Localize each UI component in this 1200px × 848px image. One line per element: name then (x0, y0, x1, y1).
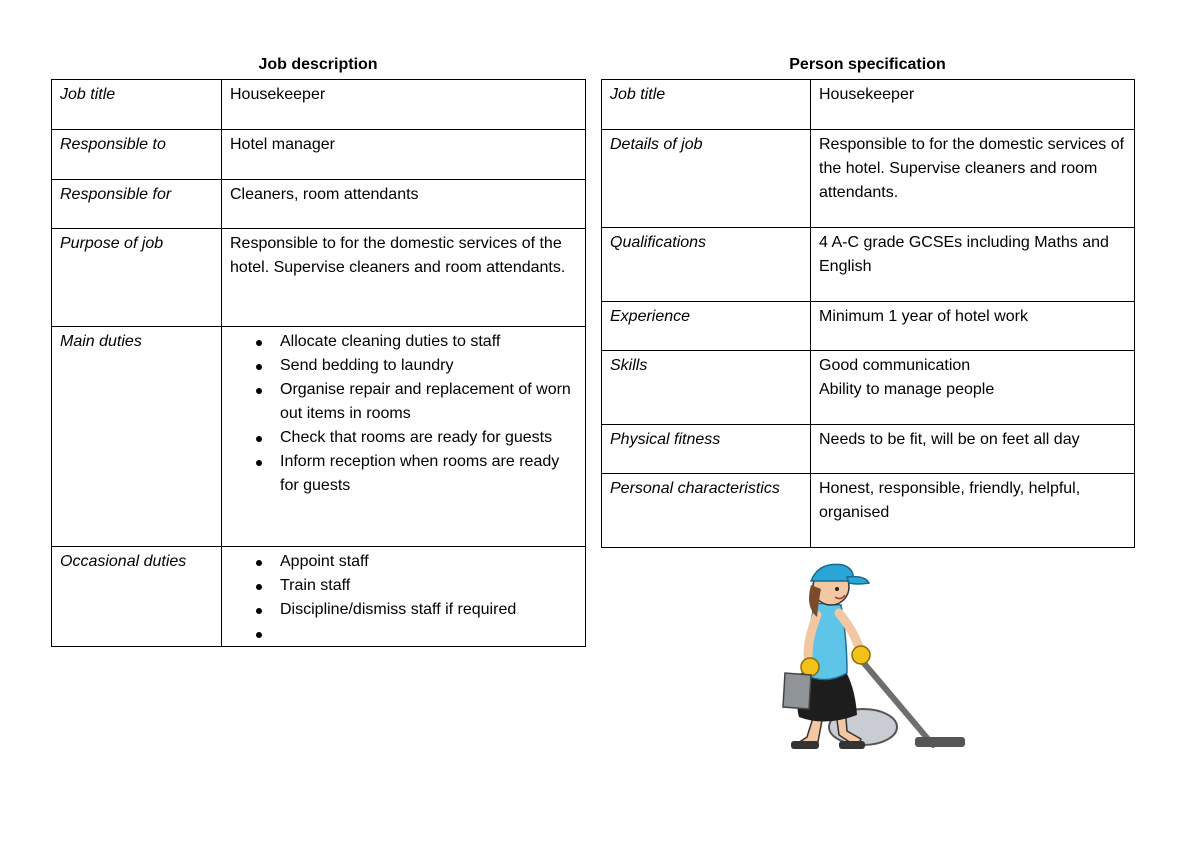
job-description-table (51, 79, 586, 647)
cap-brim (847, 577, 869, 584)
row-value: Needs to be fit, will be on feet all day (811, 425, 1135, 474)
skill-line: Ability to manage people (819, 381, 995, 398)
table-row (52, 547, 586, 647)
job-description-heading: Job description (258, 56, 378, 73)
row-value: Housekeeper (811, 80, 1135, 130)
list-item: Send bedding to laundry (280, 354, 577, 378)
vacuum-nozzle (915, 737, 965, 747)
row-label: Skills (602, 351, 811, 425)
row-value: Housekeeper (222, 80, 586, 130)
list-item: Allocate cleaning duties to staff (280, 330, 577, 354)
table-row (602, 351, 1135, 425)
skill-line: Good communication (819, 357, 971, 374)
row-label: Responsible for (52, 180, 222, 229)
list-item: Train staff (280, 574, 577, 598)
glove (801, 658, 819, 676)
row-value: Minimum 1 year of hotel work (811, 302, 1135, 351)
table-row (52, 229, 586, 327)
row-value: 4 A-C grade GCSEs including Maths and English (811, 228, 1135, 302)
row-value: Responsible to for the domestic services of the hotel. Supervise cleaners and room attendants. (811, 130, 1135, 228)
table-row (602, 302, 1135, 351)
table-row (602, 425, 1135, 474)
list-item (280, 622, 577, 646)
table-row (52, 327, 586, 547)
row-label: Main duties (52, 327, 222, 547)
row-value (811, 351, 1135, 425)
list-item: Inform reception when rooms are ready for guests (280, 450, 577, 498)
row-label: Personal characteristics (602, 474, 811, 548)
row-value (222, 547, 586, 647)
row-label: Responsible to (52, 130, 222, 180)
table-row (52, 80, 586, 130)
row-label: Occasional duties (52, 547, 222, 647)
row-value: Cleaners, room attendants (222, 180, 586, 229)
shoe (791, 741, 819, 749)
row-label: Job title (52, 80, 222, 130)
eye (835, 587, 839, 591)
row-label: Qualifications (602, 228, 811, 302)
person-specification-table (601, 79, 1135, 548)
table-row (602, 474, 1135, 548)
list-item: Organise repair and replacement of worn out items in rooms (280, 378, 577, 426)
table-row (52, 130, 586, 180)
list-item: Check that rooms are ready for guests (280, 426, 577, 450)
table-row (52, 180, 586, 229)
row-label: Physical fitness (602, 425, 811, 474)
row-label: Experience (602, 302, 811, 351)
cleaning-caddy (783, 673, 811, 709)
row-label: Job title (602, 80, 811, 130)
main-duties-list (230, 330, 577, 498)
row-value: Honest, responsible, friendly, helpful, organised (811, 474, 1135, 548)
row-label: Purpose of job (52, 229, 222, 327)
row-value: Hotel manager (222, 130, 586, 180)
table-row (602, 228, 1135, 302)
table-row (602, 80, 1135, 130)
table-row (602, 130, 1135, 228)
shoe (839, 741, 865, 749)
housekeeper-vacuum-illustration (765, 555, 975, 755)
occasional-duties-list (230, 550, 577, 646)
list-item: Discipline/dismiss staff if required (280, 598, 577, 622)
glove (852, 646, 870, 664)
row-value: Responsible to for the domestic services of the hotel. Supervise cleaners and room attendants. (222, 229, 586, 327)
row-value (222, 327, 586, 547)
row-label: Details of job (602, 130, 811, 228)
list-item: Appoint staff (280, 550, 577, 574)
person-specification-heading: Person specification (789, 56, 946, 73)
